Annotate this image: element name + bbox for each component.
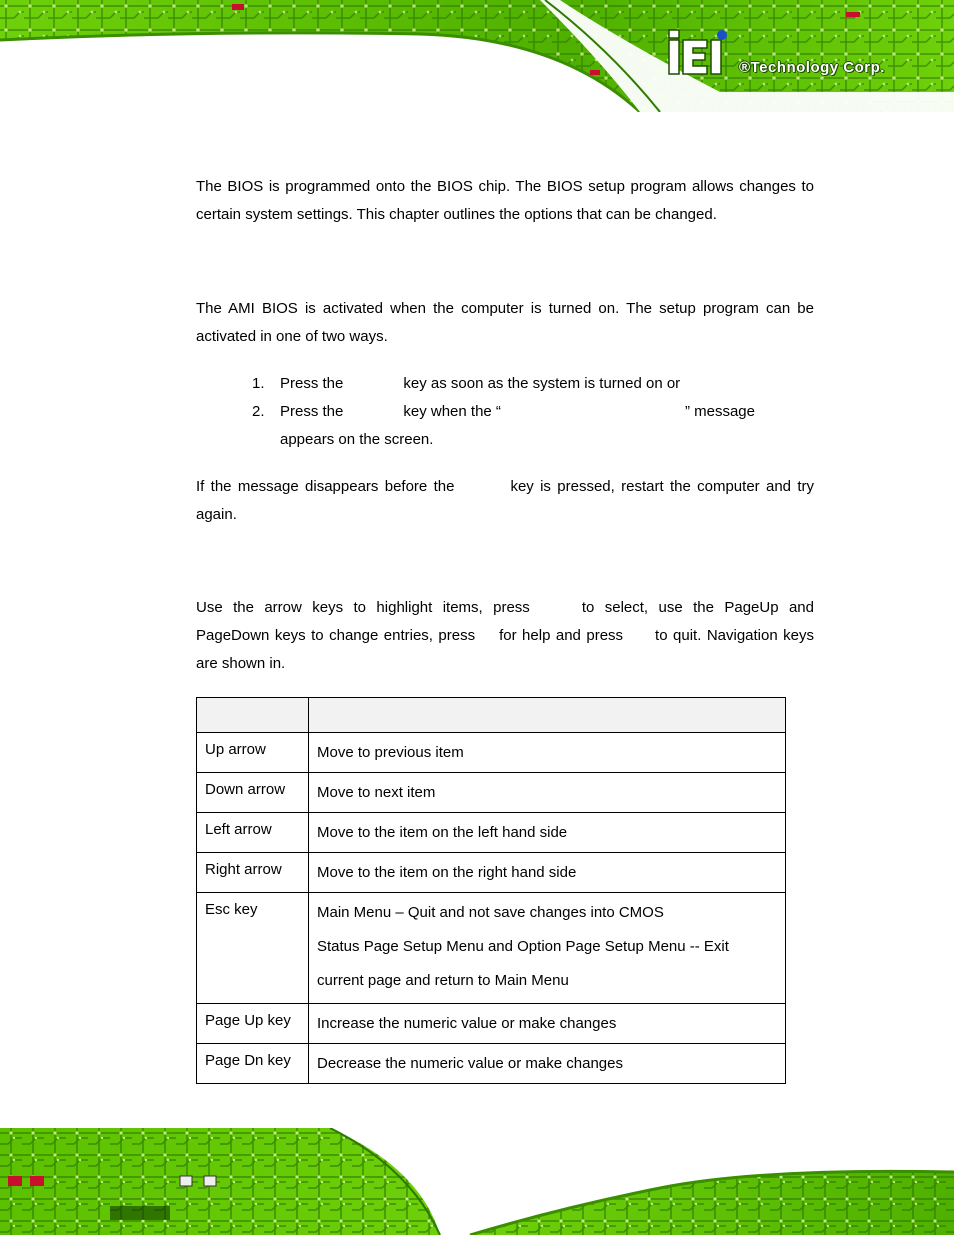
function-text: Move to next item — [317, 784, 436, 801]
key-cell: Page Up key — [197, 1004, 309, 1044]
nav-text-part2: to select, use the PageUp and PageDown keys to change entries, press — [196, 599, 814, 644]
function-text: current page and return to Main Menu — [317, 972, 569, 989]
table-row — [197, 893, 786, 1004]
table-header-row — [197, 698, 786, 733]
step-text-after: key as soon as the system is turned on or — [403, 375, 681, 392]
table-row — [197, 853, 786, 893]
intro-paragraph: The BIOS is programmed onto the BIOS chip. The BIOS setup program allows changes to certain system settings. This chapter outlines the options that can be changed. — [196, 178, 814, 223]
function-text: Move to previous item — [317, 744, 464, 761]
table-header-function — [309, 698, 786, 733]
key-cell: Up arrow — [197, 733, 309, 773]
step-text-continued: appears on the screen. — [280, 431, 434, 448]
function-cell — [309, 773, 786, 813]
function-cell — [309, 893, 786, 1004]
nav-text-part3: for help and press — [499, 627, 624, 644]
table-row — [197, 1004, 786, 1044]
list-item — [252, 398, 812, 454]
table-row — [197, 773, 786, 813]
function-cell — [309, 733, 786, 773]
function-cell — [309, 813, 786, 853]
key-cell: Left arrow — [197, 813, 309, 853]
step-text-before: Press the — [280, 375, 344, 392]
table-row — [197, 813, 786, 853]
step-text-after: ” message — [684, 403, 755, 420]
function-text: Move to the item on the left hand side — [317, 824, 568, 841]
function-text: Increase the numeric value or make changes — [317, 1015, 617, 1032]
key-cell: Right arrow — [197, 853, 309, 893]
key-cell: Page Dn key — [197, 1044, 309, 1084]
nav-text-part4: to quit. Navigation keys are shown in. — [196, 627, 814, 672]
company-name: ®Technology Corp. — [739, 59, 885, 76]
table-row — [197, 1044, 786, 1084]
function-cell — [309, 853, 786, 893]
page-header-banner — [0, 0, 954, 112]
step-text-before: Press the — [280, 403, 344, 420]
page-footer-banner — [0, 1128, 954, 1235]
setup-steps-list — [252, 370, 812, 454]
function-cell — [309, 1004, 786, 1044]
function-text: Decrease the numeric value or make changes — [317, 1055, 623, 1072]
navigation-paragraph — [196, 594, 814, 678]
function-text: Status Page Setup Menu and Option Page Setup Menu -- Exit — [317, 938, 729, 955]
step-number: 1. — [252, 375, 265, 392]
nav-text-part1: Use the arrow keys to highlight items, press — [196, 599, 530, 616]
key-cell: Esc key — [197, 893, 309, 1004]
function-text: Main Menu – Quit and not save changes into CMOS — [317, 904, 664, 921]
function-cell — [309, 1044, 786, 1084]
list-item — [252, 370, 812, 398]
navigation-keys-table — [196, 697, 786, 1084]
retry-paragraph — [196, 473, 814, 529]
table-header-key — [197, 698, 309, 733]
table-row — [197, 733, 786, 773]
retry-text-before: If the message disappears before the — [196, 478, 455, 495]
starting-setup-paragraph: The AMI BIOS is activated when the computer is turned on. The setup program can be activated in one of two ways. — [196, 300, 814, 345]
iei-logo-mark — [667, 28, 729, 76]
function-text: Move to the item on the right hand side — [317, 864, 577, 881]
step-text-middle: key when the “ — [403, 403, 501, 420]
iei-logo — [667, 28, 927, 80]
retry-text-after: key is pressed, restart the computer and try again. — [196, 478, 814, 523]
key-cell: Down arrow — [197, 773, 309, 813]
step-number: 2. — [252, 403, 265, 420]
circuit-board-footer-graphic — [0, 1128, 954, 1235]
